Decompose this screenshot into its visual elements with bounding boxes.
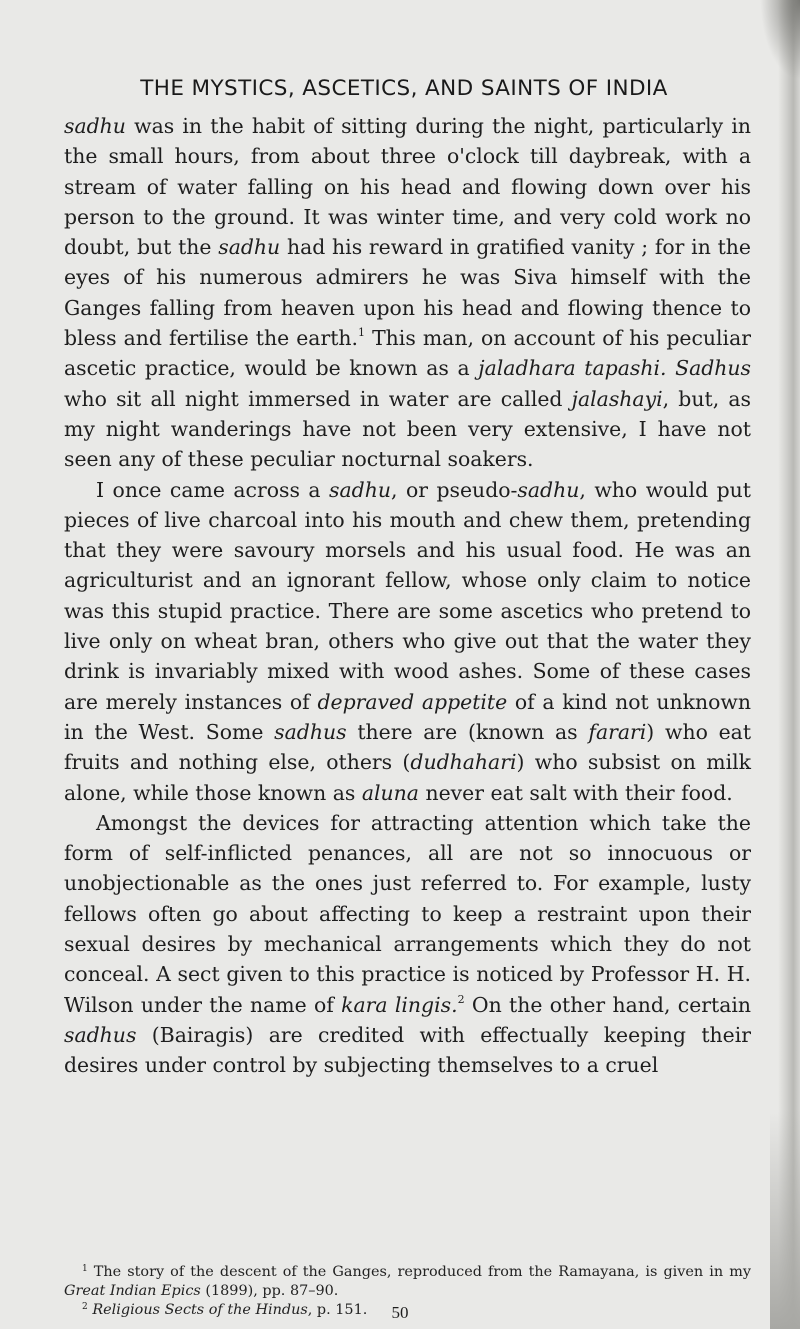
italic-term: depraved appetite [317, 689, 508, 714]
italic-term: jaladhara tapashi. [478, 356, 667, 381]
footnote-mark: 2 [82, 1302, 88, 1312]
page-corner-shadow [760, 0, 800, 80]
italic-term: sadhus [64, 1022, 137, 1047]
italic-term: sadhu [329, 477, 391, 502]
italic-term: Sadhus [675, 356, 752, 381]
italic-term: farari [588, 719, 647, 744]
footnote-mark: 1 [82, 1264, 88, 1274]
footnote-1: $^1$ The story of the descent of the Ganges, reproduced from the Ramayana, is given in my Great Indian Epics (1899), pp. 87–90. [64, 1264, 751, 1299]
italic-term: sadhu [218, 235, 281, 260]
paragraph-1: sadhu was in the habit of sitting during the night, particularly in the small hours, from about three o'clock till daybreak, with a stream of water falling on his head and flowing down over his person to the ground. It was winter time, and very cold work no doubt, but the sadhu had his reward in gratified vanity ; for in the eyes of his numerous admirers he was Siva himself with the Ganges falling from heaven upon his head and flowing thence to bless and fertilise the earth.$^1$ This man, on account of his peculiar ascetic practice, would be known as a jaladhara tapashi. Sadhus who sit all night immersed in water are called jalashayi, but, as my night wanderings have not been very extensive, I have not seen any of these peculiar nocturnal soakers. [64, 114, 752, 472]
book-title: Religious Sects of the Hindus [92, 1302, 308, 1318]
italic-term: sadhus [274, 719, 347, 744]
page-bottom-shadow [770, 1109, 800, 1329]
footnote-ref-2: 2 [457, 992, 465, 1006]
footnote-2: $^2$ Religious Sects of the Hindus, p. 151. [82, 1302, 368, 1318]
italic-term: kara lingis. [341, 992, 458, 1017]
book-title: Great Indian Epics [64, 1283, 201, 1299]
italic-term: aluna [361, 780, 419, 805]
footnote-ref-1: 1 [358, 326, 365, 340]
italic-term: sadhu [517, 477, 580, 502]
body-text [64, 111, 751, 1081]
italic-term: dudhahari [410, 750, 517, 775]
italic-term: jalashayi [571, 386, 663, 411]
running-head: THE MYSTICS, ASCETICS, AND SAINTS OF INDIA [140, 76, 668, 101]
paragraph-3: Amongst the devices for attracting attention which take the form of self-inflicted penances, all are not so innocuous or unobjectionable as the ones just referred to. For example, lusty fellows often go about affecting to keep a restraint upon their sexual desires by mechanical arrangements which they do not conceal. A sect given to this practice is noticed by Professor H. H. Wilson under the name of kara lingis.$^2$ On the other hand, certain sadhus (Bairagis) are credited with effectually keeping their desires under control by subjecting themselves to a cruel [64, 810, 752, 1078]
italic-term: sadhu [64, 114, 126, 138]
paragraph-2: I once came across a sadhu, or pseudo-sadhu, who would put pieces of live charcoal into his mouth and chew them, pretending that they were savoury morsels and his usual food. He was an agriculturist and an ignorant fellow, whose only claim to notice was this stupid practice. There are some ascetics who pretend to live only on wheat bran, others who give out that the water they drink is invariably mixed with wood ashes. Some of these cases are merely instances of depraved appetite of a kind not unknown in the West. Some sadhus there are (known as farari) who eat fruits and nothing else, others (dudhahari) who subsist on milk alone, while those known as aluna never eat salt with their food. [64, 477, 752, 805]
page-number: 50 [391, 1303, 409, 1322]
